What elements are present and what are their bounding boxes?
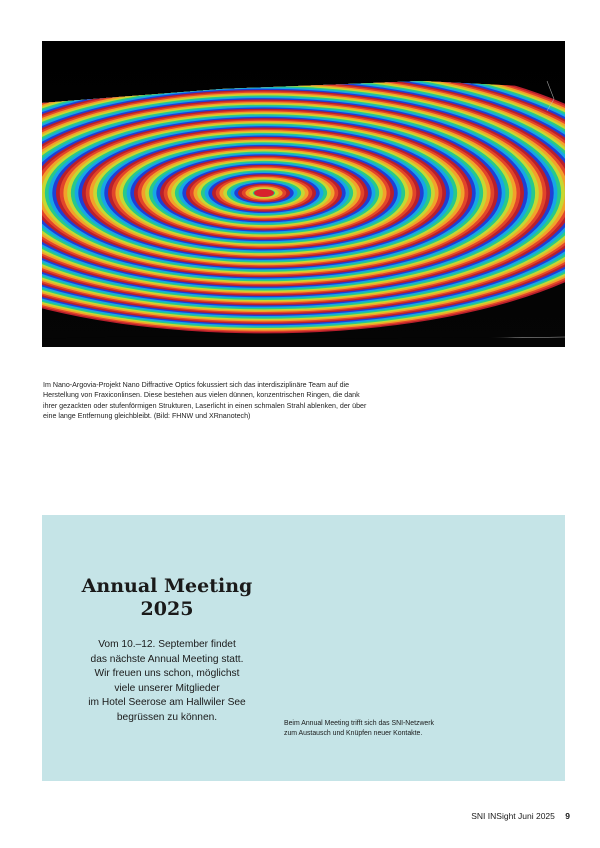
- figure-caption: Im Nano-Argovia-Projekt Nano Diffractive Optics fokussiert sich das interdisziplinäre Team auf die Herstellung von Fraxiconlinsen. Diese bestehen aus vielen dünnen, konzentrischen Ringen, die dank ihrer gezackten oder stufenförmigen Strukturen, Laserlicht in einen schmalen Strahl ablenken, der über eine lange Entfernung gleichbleibt. (Bild: FHNW und XRnanotech): [43, 381, 367, 421]
- annual-meeting-title: [72, 575, 262, 621]
- title-line-2: 2025: [140, 598, 194, 620]
- text-line: Wir freuen uns schon, möglichst: [94, 668, 240, 680]
- text-line: begrüssen zu können.: [116, 711, 218, 723]
- fraxicon-lens-image: [42, 41, 565, 347]
- note-line-2: zum Austausch und Knüpfen neuer Kontakte.: [284, 730, 423, 738]
- ring-center: [254, 189, 274, 197]
- note-line-1: Beim Annual Meeting trifft sich das SNI-Netzwerk: [284, 720, 434, 727]
- text-line: im Hotel Seerose am Hallwiler See: [88, 697, 246, 709]
- title-line-1: Annual Meeting: [81, 575, 253, 597]
- text-line: das nächste Annual Meeting statt.: [90, 653, 244, 665]
- concentric-rings-graphic: [42, 41, 565, 347]
- text-line: viele unserer Mitglieder: [114, 682, 220, 694]
- publication-name: SNI INSight Juni 2025: [471, 811, 555, 821]
- page-footer: [440, 811, 570, 821]
- ground-shadow: [42, 337, 565, 347]
- page-number: 9: [565, 811, 570, 821]
- text-line: Vom 10.–12. September findet: [98, 639, 236, 650]
- annual-meeting-note: [284, 719, 484, 739]
- annual-meeting-text: [72, 638, 262, 726]
